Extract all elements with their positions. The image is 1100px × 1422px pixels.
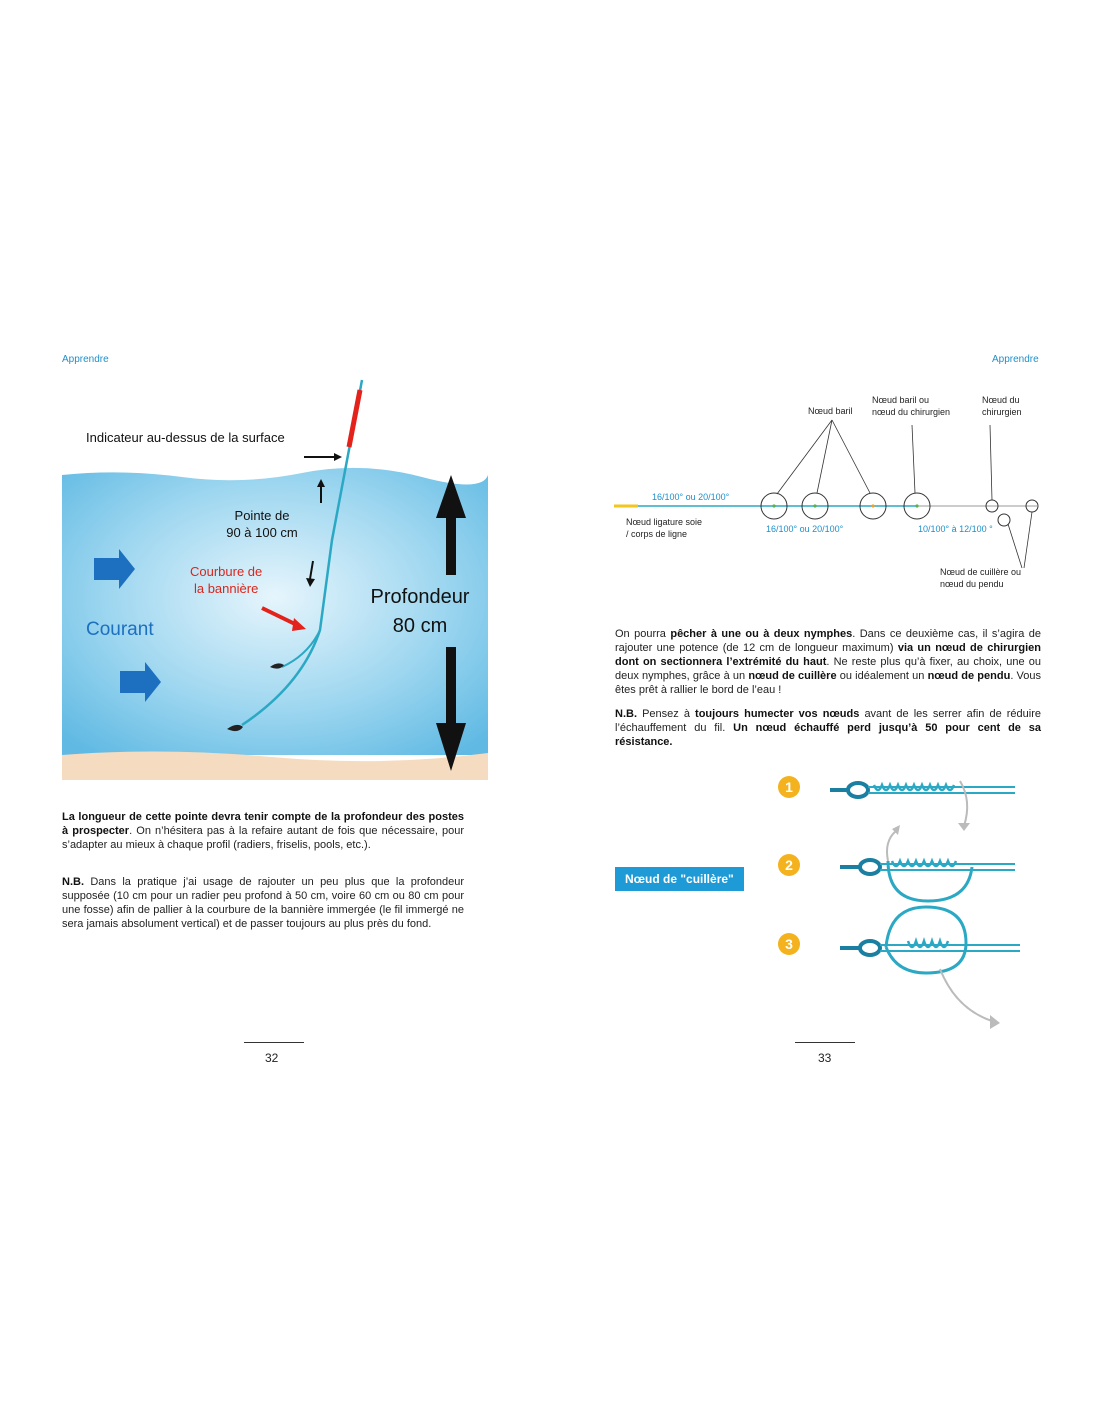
label-baril-ou-chirurgien <box>872 394 950 418</box>
label-cuillere <box>940 566 1021 590</box>
left-paragraph-1 <box>62 810 464 852</box>
label-chirurgien-line1: Nœud du <box>982 395 1020 405</box>
curve-label-line1: Courbure de <box>190 564 263 579</box>
step-number-3: 3 <box>778 933 800 955</box>
left-nb-text: Dans la pratique j’ai usage de rajouter un peu plus que la profondeur supposée (10 cm pour un radier peu profond à 50 cm, voire 60 cm ou 80 cm pour une fosse) afin de pallier à la courbure de la bannière immergée (le fil immergé ne sera jamais absolument vertical) et de passer toujours au plus près du fond. <box>62 876 464 930</box>
left-nb-label: N.B. <box>62 876 84 888</box>
page-number-left: 32 <box>265 1051 279 1065</box>
right-nb-paragraph <box>615 707 1041 749</box>
knot-title-badge: Nœud de "cuillère" <box>615 867 744 891</box>
left-para1-rest: . On n’hésitera pas à la refaire autant de fois que nécessaire, pour s’adapter au mieux à chaque profil (radiers, friselis, pools, etc.). <box>62 825 465 851</box>
curve-label-line2: la bannière <box>193 581 259 596</box>
folio-rule-left <box>244 1042 304 1043</box>
right-nb-b1: toujours humecter vos nœuds <box>695 708 860 720</box>
knot-step-2 <box>840 825 1015 901</box>
knot-step-1 <box>830 781 1015 831</box>
right-para1-t1: On pourra <box>615 628 671 640</box>
right-nb-t2: avant de les serrer afin de réduire l’échauffement du fil. <box>615 708 1042 734</box>
depth-label-line1: Profondeur <box>370 586 470 608</box>
label-chirurgien <box>982 394 1022 418</box>
folio-rule-right <box>795 1042 855 1043</box>
depth-label <box>360 583 480 641</box>
right-para1-t4: ou idéalement un <box>836 670 928 682</box>
right-nb-label: N.B. <box>615 708 637 720</box>
riverbed-sand <box>62 751 488 780</box>
right-paragraph-1 <box>615 627 1041 697</box>
right-para1-t3: . Ne reste plus qu’à fixer, au choix, une ou deux nymphes, grâce à un <box>615 656 1041 682</box>
right-para1-t5: . Vous êtes prêt à rallier le bord de l’eau ! <box>615 670 1042 696</box>
depth-label-line2: 80 cm <box>392 615 448 637</box>
running-header-right: Apprendre <box>992 354 1039 365</box>
right-para1-b3: nœud de cuillère <box>748 670 837 682</box>
right-para1-b2: via un nœud de chirurgien dont on sectionnera l’extrémité du haut <box>615 642 1041 668</box>
depth-illustration <box>62 375 488 780</box>
knot-steps-illustration <box>830 765 1040 1035</box>
label-chirurgien-line2: chirurgien <box>982 407 1022 417</box>
indicator-label: Indicateur au-dessus de la surface <box>86 430 285 445</box>
tip-label <box>222 507 302 541</box>
page-number-right: 33 <box>818 1051 832 1065</box>
knot-step-3 <box>840 907 1020 1029</box>
leader-diagram <box>612 390 1052 590</box>
right-nb-b2: Un nœud échauffé perd jusqu’à 50 pour cent de sa résistance. <box>615 722 1042 748</box>
right-para1-t2: . Dans ce deuxième cas, il s’agira de rajouter une potence (de 12 cm de longueur maximum) <box>615 628 1041 654</box>
tip-label-line2: 90 à 100 cm <box>226 525 298 540</box>
right-nb-t1: Pensez à <box>637 708 696 720</box>
left-nb-paragraph <box>62 875 464 931</box>
current-label: Courant <box>86 619 154 640</box>
knot-steps-svg <box>830 765 1040 1035</box>
right-para1-b4: nœud de pendu <box>927 670 1011 682</box>
step-number-1: 1 <box>778 776 800 798</box>
tip-label-line1: Pointe de <box>234 508 290 523</box>
label-ligature-line1: Nœud ligature soie <box>626 517 703 527</box>
surface-indicator <box>349 390 360 447</box>
label-ligature <box>626 516 702 540</box>
curve-label <box>190 563 262 597</box>
label-baril-ou-chirurgien-line1: Nœud baril ou <box>872 395 930 405</box>
running-header-left: Apprendre <box>62 354 109 365</box>
label-cuillere-line1: Nœud de cuillère ou <box>940 567 1022 577</box>
label-diameter-top: 16/100° ou 20/100° <box>652 492 730 502</box>
label-noeud-baril: Nœud baril <box>808 406 853 416</box>
right-para1-b1: pêcher à une ou à deux nymphes <box>670 628 853 640</box>
label-ligature-line2: / corps de ligne <box>626 529 688 539</box>
left-para1-bold: La longueur de cette pointe devra tenir compte de la profondeur des postes à prospecter <box>62 811 464 837</box>
label-diameter-end: 10/100° à 12/100 ° <box>918 524 993 534</box>
label-baril-ou-chirurgien-line2: nœud du chirurgien <box>872 407 951 417</box>
leader-diagram-svg <box>612 390 1052 590</box>
label-diameter-mid: 16/100° ou 20/100° <box>766 524 844 534</box>
step-number-2: 2 <box>778 854 800 876</box>
label-cuillere-line2: nœud du pendu <box>940 579 1004 589</box>
